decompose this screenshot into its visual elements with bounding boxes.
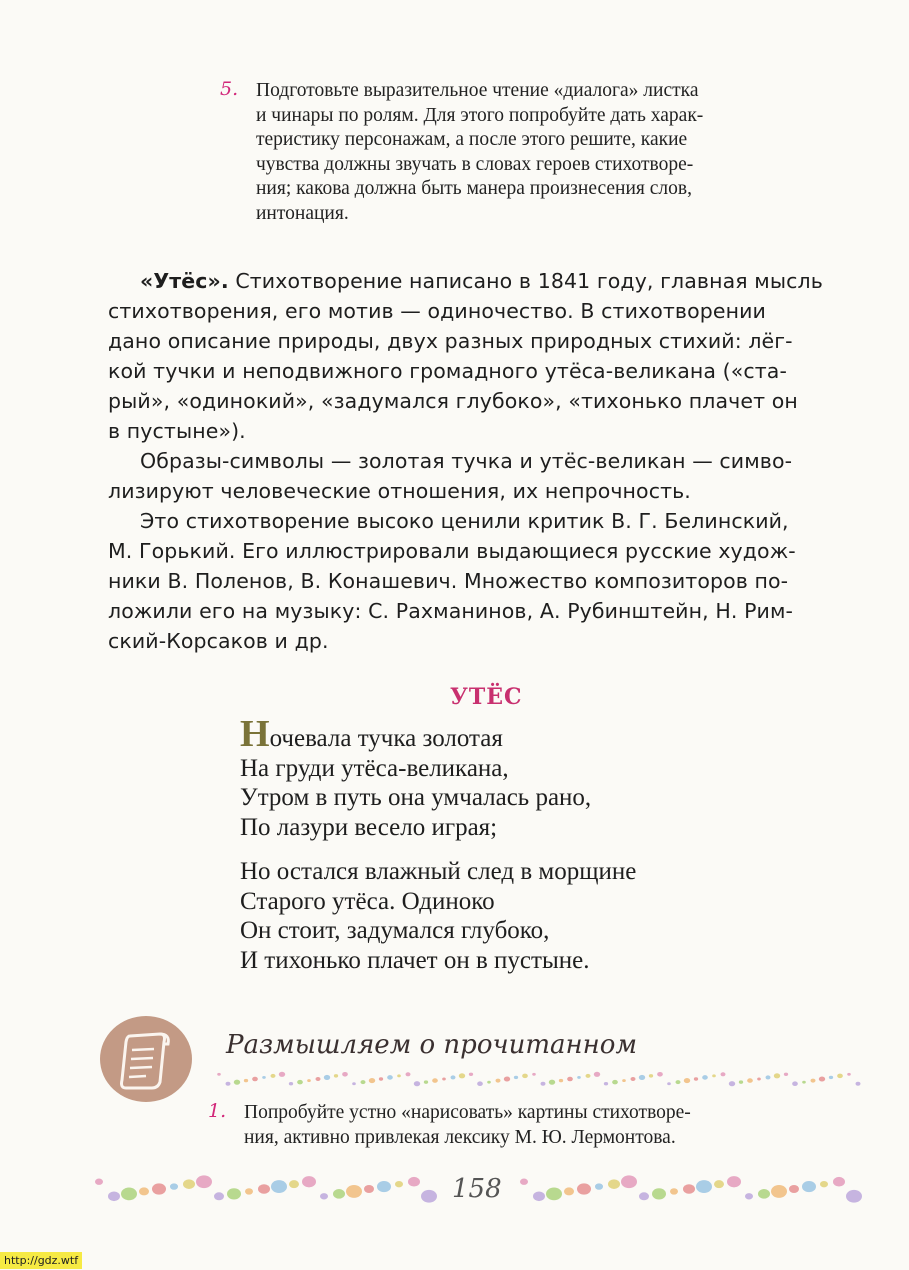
confetti-dot xyxy=(549,1080,555,1085)
confetti-dot xyxy=(577,1076,581,1079)
task-line: ния; какова должна быть манера произнесения слов, xyxy=(256,178,692,199)
article-line: Образы-символы — золотая тучка и утёс-великан — симво- xyxy=(140,449,793,473)
confetti-dot xyxy=(714,1180,724,1188)
confetti-dot xyxy=(262,1076,266,1079)
poem-line: На груди утёса-великана, xyxy=(240,754,509,782)
scroll-icon-graphic xyxy=(100,1016,192,1102)
article-line: дано описание природы, двух разных природных стихий: лёг- xyxy=(108,329,793,353)
confetti-dot xyxy=(297,1080,303,1085)
confetti-dot xyxy=(514,1076,518,1079)
confetti-dot xyxy=(541,1082,546,1086)
confetti-dot xyxy=(214,1192,224,1200)
confetti-dot xyxy=(342,1072,348,1077)
confetti-dot xyxy=(595,1183,603,1189)
confetti-dot xyxy=(217,1073,221,1076)
confetti-dot xyxy=(721,1072,726,1076)
page-number: 158 xyxy=(452,1174,502,1204)
confetti-dot xyxy=(622,1079,626,1082)
confetti-dot xyxy=(95,1179,103,1185)
confetti-dot xyxy=(289,1180,299,1188)
confetti-dot xyxy=(346,1185,362,1198)
confetti-dot xyxy=(639,1192,649,1200)
confetti-dot xyxy=(819,1076,825,1081)
question-text xyxy=(244,1100,866,1150)
confetti-dot xyxy=(469,1073,473,1076)
confetti-dot xyxy=(694,1077,698,1080)
confetti-dot xyxy=(487,1081,491,1084)
confetti-dot xyxy=(792,1081,798,1086)
poem-line: Старого утёса. Одиноко xyxy=(240,887,495,915)
confetti-dot xyxy=(846,1190,862,1203)
confetti-dot xyxy=(727,1176,741,1187)
confetti-dot xyxy=(421,1190,437,1203)
confetti-dot xyxy=(652,1188,666,1199)
question-line: ния, активно привлекая лексику М. Ю. Лермонтова. xyxy=(244,1127,676,1148)
confetti-dot xyxy=(833,1177,845,1187)
confetti-dot xyxy=(802,1081,806,1084)
confetti-dot xyxy=(504,1076,510,1081)
task-5-text xyxy=(256,79,878,226)
confetti-dot xyxy=(577,1183,591,1194)
confetti-dot xyxy=(477,1081,483,1086)
confetti-dot xyxy=(739,1080,743,1083)
task-line: теристику персонажам, а после этого решите, какие xyxy=(256,129,688,150)
article-line xyxy=(108,266,878,296)
poem-line: И тихонько плачет он в пустыне. xyxy=(240,946,590,974)
poem-line: Но остался влажный след в морщине xyxy=(240,858,637,885)
confetti-dot xyxy=(307,1079,311,1082)
confetti-dot xyxy=(397,1074,401,1077)
article-title: «Утёс». xyxy=(140,269,229,293)
confetti-dot xyxy=(789,1185,799,1193)
confetti-dot xyxy=(559,1079,563,1082)
confetti-dot xyxy=(361,1080,366,1084)
confetti-dot xyxy=(676,1080,681,1084)
confetti-dot xyxy=(771,1185,787,1198)
poem-title: УТЁС xyxy=(450,684,523,710)
confetti-dot xyxy=(729,1081,735,1086)
confetti-dot xyxy=(847,1073,851,1076)
confetti-dot xyxy=(670,1188,678,1194)
confetti-dot xyxy=(683,1184,695,1194)
dots-divider xyxy=(215,1068,865,1090)
confetti-dot xyxy=(811,1079,816,1083)
confetti-dot xyxy=(252,1077,258,1082)
confetti-dot xyxy=(639,1075,645,1080)
confetti-dot xyxy=(757,1078,761,1081)
confetti-dot xyxy=(667,1082,671,1085)
confetti-dot xyxy=(712,1074,716,1077)
poem-line: Он стоит, задумался глубоко, xyxy=(240,917,550,944)
task-number: 5. xyxy=(220,78,239,100)
confetti-dot xyxy=(856,1082,861,1086)
confetti-dot xyxy=(758,1189,770,1199)
confetti-dot xyxy=(837,1074,843,1079)
confetti-dot xyxy=(320,1193,328,1199)
confetti-dot xyxy=(546,1187,562,1200)
confetti-dot xyxy=(196,1175,212,1188)
question-line: Попробуйте устно «нарисовать» картины стихотворе- xyxy=(244,1102,691,1123)
confetti-dot xyxy=(594,1072,600,1077)
section-title: Размышляем о прочитанном xyxy=(226,1030,638,1060)
confetti-dot xyxy=(414,1081,420,1086)
confetti-dot xyxy=(533,1191,545,1201)
confetti-dot xyxy=(766,1075,771,1079)
confetti-dot xyxy=(564,1187,574,1195)
poem-line: Ночевала тучка золотая xyxy=(240,713,503,755)
confetti-dot xyxy=(532,1073,536,1076)
poem xyxy=(240,713,637,990)
confetti-dot xyxy=(696,1180,712,1193)
article-line: рый», «одинокий», «задумался глубоко», «тихонько плачет он xyxy=(108,389,798,413)
confetti-dot xyxy=(608,1179,620,1189)
confetti-dot xyxy=(520,1179,528,1185)
article-line: ложили его на музыку: С. Рахманинов, А. Рубинштейн, Н. Рим- xyxy=(108,599,794,623)
confetti-dot xyxy=(271,1180,287,1193)
article xyxy=(108,266,878,656)
poem-line: По лазури весело играя; xyxy=(240,813,498,841)
confetti-dot xyxy=(108,1191,120,1201)
confetti-dot xyxy=(364,1185,374,1193)
confetti-dot xyxy=(316,1077,321,1081)
confetti-dot xyxy=(802,1181,816,1192)
drop-cap: Н xyxy=(240,713,270,755)
confetti-dot xyxy=(442,1078,446,1081)
confetti-dot xyxy=(631,1077,636,1081)
footer-dots-right xyxy=(520,1172,870,1206)
confetti-dot xyxy=(432,1078,438,1083)
confetti-dot xyxy=(424,1080,428,1083)
poem-line: Утром в путь она умчалась рано, xyxy=(240,784,592,811)
task-line: Подготовьте выразительное чтение «диалога» листка xyxy=(256,80,699,101)
article-text: Стихотворение написано в 1841 году, главная мысль xyxy=(228,269,823,293)
confetti-dot xyxy=(334,1074,338,1077)
confetti-dot xyxy=(657,1072,663,1077)
confetti-dot xyxy=(183,1179,195,1189)
scroll-icon xyxy=(100,1016,192,1102)
confetti-dot xyxy=(333,1189,345,1199)
task-line: чувства должны звучать в словах героев стихотворе- xyxy=(256,153,694,175)
confetti-dot xyxy=(649,1074,653,1077)
confetti-dot xyxy=(774,1073,780,1078)
confetti-dot xyxy=(379,1077,383,1080)
confetti-dot xyxy=(377,1181,391,1192)
article-line: кой тучки и неподвижного громадного утёса-великана («ста- xyxy=(108,359,787,383)
article-line: в пустыне»). xyxy=(108,419,246,443)
question-number: 1. xyxy=(208,1100,227,1122)
confetti-dot xyxy=(227,1188,241,1199)
watermark-link[interactable]: http://gdz.wtf xyxy=(0,1252,82,1269)
confetti-dot xyxy=(820,1181,828,1187)
confetti-dot xyxy=(258,1184,270,1194)
confetti-dot xyxy=(621,1175,637,1188)
confetti-dot xyxy=(324,1075,330,1080)
confetti-dot xyxy=(451,1075,456,1079)
confetti-dot xyxy=(702,1075,708,1080)
confetti-dot xyxy=(829,1076,833,1079)
confetti-dot xyxy=(459,1073,465,1078)
confetti-dot xyxy=(684,1078,690,1083)
confetti-dot xyxy=(567,1077,573,1082)
task-line: и чинары по ролям. Для этого попробуйте дать харак- xyxy=(256,104,704,126)
confetti-dot xyxy=(747,1078,753,1083)
confetti-dot xyxy=(369,1078,375,1083)
confetti-dot xyxy=(745,1193,753,1199)
poem-stanza xyxy=(240,857,636,975)
confetti-dot xyxy=(271,1074,276,1078)
article-line: ники В. Поленов, В. Конашевич. Множество композиторов по- xyxy=(108,569,789,593)
confetti-dot xyxy=(387,1075,393,1080)
confetti-dot xyxy=(302,1176,316,1187)
confetti-dot xyxy=(139,1187,149,1195)
confetti-dot xyxy=(245,1188,253,1194)
confetti-dot xyxy=(121,1187,137,1200)
confetti-dot xyxy=(152,1183,166,1194)
confetti-dot xyxy=(244,1079,248,1082)
confetti-dot xyxy=(522,1074,528,1079)
confetti-dot xyxy=(289,1082,293,1085)
confetti-dot xyxy=(234,1080,240,1085)
article-line: Это стихотворение высоко ценили критик В. Г. Белинский, xyxy=(140,509,789,533)
confetti-dot xyxy=(784,1073,788,1076)
footer-dots-left xyxy=(95,1172,440,1206)
article-line: лизируют человеческие отношения, их непрочность. xyxy=(108,479,691,503)
confetti-dot xyxy=(406,1072,411,1076)
confetti-dot xyxy=(395,1181,403,1187)
task-line: интонация. xyxy=(256,202,349,224)
confetti-dot xyxy=(612,1080,618,1085)
confetti-dot xyxy=(170,1183,178,1189)
confetti-dot xyxy=(279,1072,285,1077)
article-line: М. Горький. Его иллюстрировали выдающиеся русские худож- xyxy=(108,539,796,563)
confetti-dot xyxy=(226,1082,231,1086)
poem-stanza xyxy=(240,713,636,842)
confetti-dot xyxy=(496,1079,501,1083)
confetti-dot xyxy=(604,1082,608,1085)
confetti-dot xyxy=(352,1082,356,1085)
confetti-dot xyxy=(586,1074,591,1078)
article-line: ский-Корсаков и др. xyxy=(108,629,329,653)
confetti-dot xyxy=(408,1177,420,1187)
article-line: стихотворения, его мотив — одиночество. В стихотворении xyxy=(108,299,766,323)
